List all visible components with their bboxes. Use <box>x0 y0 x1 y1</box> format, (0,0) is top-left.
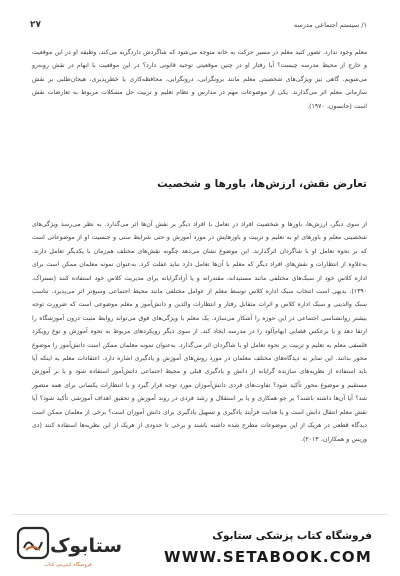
page-header <box>30 18 367 32</box>
store-name: فروشگاه کتاب پزشکی ستابوک <box>212 530 372 542</box>
footer-divider <box>12 514 388 515</box>
site-url[interactable]: WWW.SETABOOK.COM <box>164 548 372 566</box>
page-number: ۲۷ <box>30 20 41 30</box>
logo-tagline: فروشگاه اینترنتی کتاب <box>44 562 92 568</box>
section-heading: تعارض نقش، ارزش‌ها، باورها و شخصیت <box>157 178 367 190</box>
logo-wordmark: ستابوک <box>49 535 123 557</box>
running-title: ۱/ سیستم اجتماعی مدرسه <box>293 21 367 29</box>
paragraph-2: از سوی دیگر، ارزش‌ها، باورها و شخصیت افراد در تعامل با افراد دیگر بر نقش آن‌ها اثر می‌گذارد. به نظر می‌رسد ویژگی‌های شخصیتی معلم و باورهای او به تعلیم و تربیت و باورهایش در مورد آموزش و حتی شرایط سنی و جنسیت او از موضوعاتی است که بر نحوه تعامل او با شاگردان اثرگذارند. این موضوع نشان می‌دهد چگونه نقش‌های مختلف هم‌زمان با یکدیگر تعامل دارند. به‌علاوه از انتظارات و نقش‌های افراد دیگر که معلم با آن‌ها تعامل دارد نباید غفلت کرد. به‌عنوان نمونه معلمان ممکن است برای اداره کلاس خود از سبک‌های مختلفی مانند مستبدانه، مقتدرانه و یا آزادگرایانه برای مدیریت کلاس خود استفاده کنند (نستراک، ۱۳۹۰). بدیهی است انتخاب سبک اداره کلاس توسط معلم از عوامل مختلفی مانند محیط اجتماعی وسیع‌تر اثر می‌پذیرد. تناسب سبک والدینی و سبک اداره کلاس و اثرات متقابل رفتار و انتظارات والدین و دانش‌آموز و معلم موضوعی است که ضرورت توجه بیشتر روانشناسی اجتماعی در این حوزه را آشکار می‌سازد. یک معلم با ویژگی‌های فوق می‌تواند روابط مثبت درون آموزشگاه را ارتقا دهد و یا برعکس فضایی ابهام‌آلود را در مدرسه ایجاد کند. از سوی دیگر رویکردهای مربوط به نحوه آموزش و نوع رویکرد فلسفی معلم به تعلیم و تربیت بر نحوه تعامل او با شاگردان اثر می‌گذارد. به‌عنوان نمونه معلمان ممکن است دانش‌آموز را موضوع محور بدانند. این تمایز به دیدگاه‌های مختلف معلمان در مورد روش‌های آموزش و یادگیری اشاره دارد. اعتقادات معلم به اینکه آیا باید استفاده از نظریه‌های سازنده گرایانه از دانش و یادگیری قبلی و محیط اجتماعی دانش‌آموز استفاده شود و یا بر آموزش مستقیم و موضوع محور تأکید شود؟ تفاوت‌های فردی دانش‌آموزان مورد توجه قرار گیرد و یا انتظارات یکسانی برای همه متصور شد؟ آیا آن‌ها داشته باشند؟ بر جو همکاری و یا بر استقلال و رشد فردی در روند آموزش و تحقیق اهداف آموزشی تأکید شود؟ آیا نقش معلم انتقال دانش است و یا هدایت فرآیند یادگیری و تسهیل یادگیری برای دانش آموزان است؟ برخی از معلمان ممکن است دیدگاه قطعی در هریک از این موضوعات مطرح شده داشته باشند و برخی تا حدودی از هریک از این نظریه‌ها استفاده کنند (دی وریس و همکاران، ۲۰۱۳). <box>32 221 367 443</box>
footer-banner <box>0 514 400 576</box>
paragraph-1: معلم وجود ندارد. تصور کنید معلم در مسیر حرکت به خانه متوجه می‌شود که شاگردش داردگریه می‌کند، وظیفه او در این موقعیت و خارج از محیط مدرسه چیست؟ آیا رفتار او در چنین موقعیتی توجیه قانونی دارد؟ در این موقعیت با ابهام در نقش روبه‌رو می‌شویم. گاهی نیز ویژگی‌های شخصیتی معلم مانند برونگرایی، درونگرایی، محافظه‌کاری یا خطرپذیری، هیجان‌طلبی بر نقش سازمانی معلم اثر می‌گذارند. یکی از موضوعات مهم در مدارس و نظام تعلیم و تربیت حل مشکلات مربوط به تعارضات نقش است (جانسون، ۱۹۷۰). <box>32 49 367 110</box>
setabook-logo-icon <box>12 522 124 566</box>
